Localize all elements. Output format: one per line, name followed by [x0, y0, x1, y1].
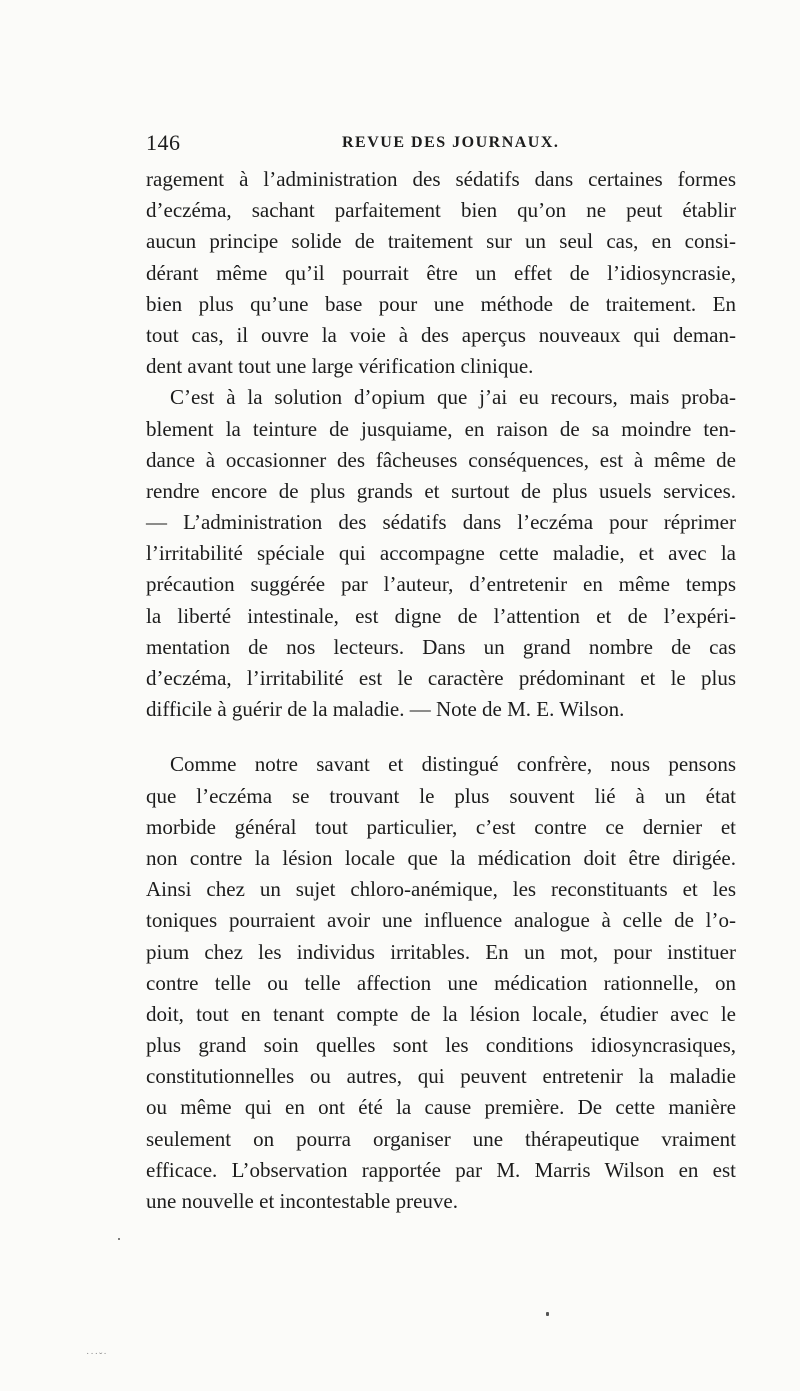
text-line: la liberté intestinale, est digne de l’attention et de l’expéri- — [146, 603, 736, 628]
text-line: d’eczéma, sachant parfaitement bien qu’on ne peut établir — [146, 198, 736, 223]
text-line: non contre la lésion locale que la médication doit être dirigée. — [146, 845, 736, 870]
text-line: l’irritabilité spéciale qui accompagne cette maladie, et avec la — [146, 541, 736, 566]
text-line: pium chez les individus irritables. En un mot, pour instituer — [146, 939, 736, 964]
text-line: toniques pourraient avoir une influence analogue à celle de l’o- — [146, 908, 736, 933]
page-header — [146, 130, 736, 160]
page-number: 146 — [146, 130, 181, 155]
text-line: constitutionnelles ou autres, qui peuvent entretenir la maladie — [146, 1064, 736, 1089]
text-line: Ainsi chez un sujet chloro-anémique, les reconstituants et les — [146, 877, 736, 902]
text-line: rendre encore de plus grands et surtout de plus usuels services. — [146, 478, 736, 503]
text-line: Comme notre savant et distingué confrère, nous pensons — [170, 752, 736, 777]
paragraph-4 — [146, 749, 736, 1217]
text-line: blement la teinture de jusquiame, en raison de sa moindre ten- — [146, 416, 736, 441]
text-line: dent avant tout une large vérification clinique. — [146, 354, 534, 379]
text-line: bien plus qu’une base pour une méthode de traitement. En — [146, 291, 736, 316]
paragraph-gap — [146, 725, 736, 749]
text-line: morbide général tout particulier, c’est contre ce dernier et — [146, 814, 736, 839]
paragraph-3-note — [146, 507, 736, 725]
paragraph-1 — [146, 164, 736, 382]
text-line: difficile à guérir de la maladie. — Note de M. E. Wilson. — [146, 697, 625, 722]
body-text — [146, 164, 736, 1217]
text-line: efficace. L’observation rapportée par M. Marris Wilson en est — [146, 1157, 736, 1182]
ink-speck — [546, 1312, 549, 1316]
running-head: REVUE DES JOURNAUX. — [342, 134, 560, 151]
ink-speck — [118, 1238, 120, 1240]
text-line: ragement à l’administration des sédatifs dans certaines formes — [146, 167, 736, 191]
text-line: plus grand soin quelles sont les conditions idiosyncrasiques, — [146, 1033, 736, 1058]
text-line: aucun principe solide de traitement sur un seul cas, en consi- — [146, 229, 736, 254]
text-line: mentation de nos lecteurs. Dans un grand nombre de cas — [146, 634, 736, 659]
text-line: dérant même qu’il pourrait être un effet de l’idiosyncrasie, — [146, 260, 736, 285]
paragraph-2 — [146, 382, 736, 507]
text-line: que l’eczéma se trouvant le plus souvent lié à un état — [146, 783, 736, 808]
text-line: ou même qui en ont été la cause première. De cette manière — [146, 1095, 736, 1120]
text-line: tout cas, il ouvre la voie à des aperçus nouveaux qui deman- — [146, 322, 736, 347]
text-line: d’eczéma, l’irritabilité est le caractère prédominant et le plus — [146, 666, 736, 690]
text-line: doit, tout en tenant compte de la lésion locale, étudier avec le — [146, 1001, 736, 1026]
text-line: dance à occasionner des fâcheuses conséquences, est à même de — [146, 447, 736, 472]
text-line: C’est à la solution d’opium que j’ai eu recours, mais proba- — [170, 385, 736, 410]
scan-smudge: ˙˙˙ˇ˙ — [86, 1352, 108, 1363]
text-line: seulement on pourra organiser une thérapeutique vraiment — [146, 1126, 736, 1151]
text-line: une nouvelle et incontestable preuve. — [146, 1189, 458, 1213]
text-line: — L’administration des sédatifs dans l’eczéma pour réprimer — [146, 510, 736, 535]
text-line: contre telle ou telle affection une médication rationnelle, on — [146, 970, 736, 995]
text-line: précaution suggérée par l’auteur, d’entretenir en même temps — [146, 572, 736, 597]
